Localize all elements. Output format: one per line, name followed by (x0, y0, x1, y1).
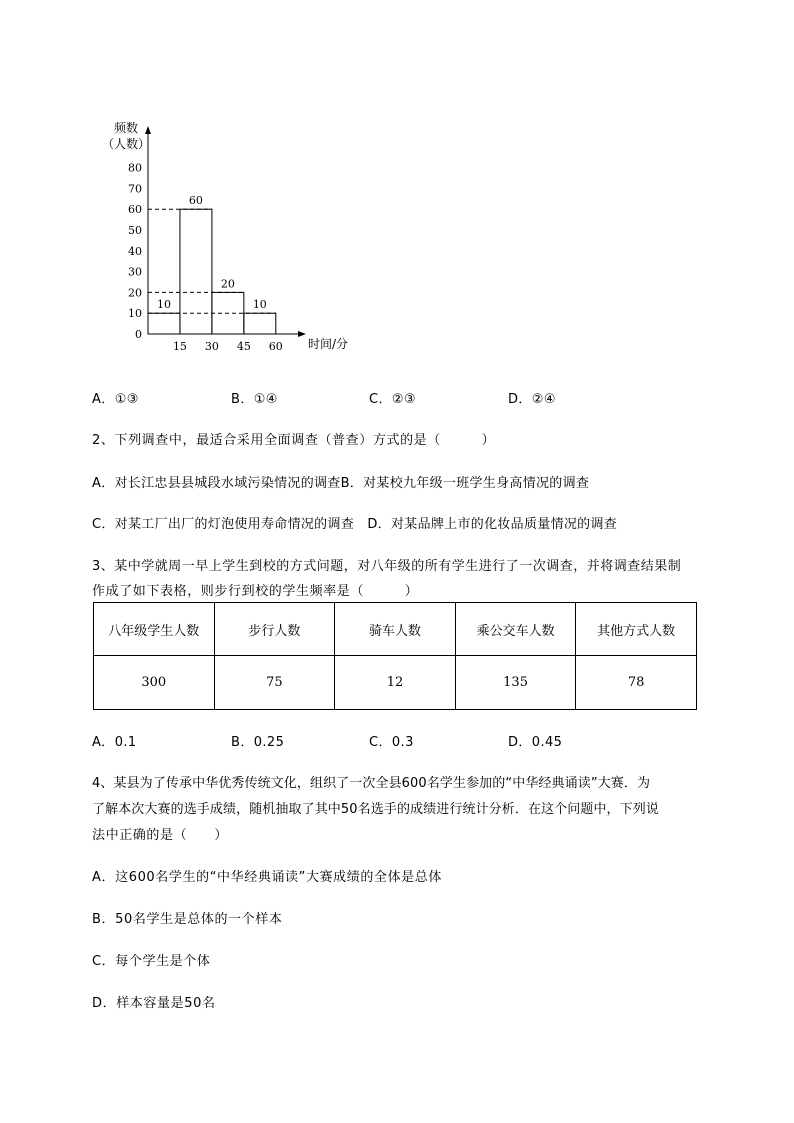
q3-option-b: B．0.25 (231, 735, 285, 750)
y-tick-label: 60 (128, 203, 142, 217)
table-header-cell: 乘公交车人数 (455, 603, 576, 656)
y-axis-arrow-icon (145, 126, 151, 134)
y-tick-label: 30 (128, 265, 142, 279)
frequency-histogram (96, 118, 366, 358)
bar-value-label: 10 (252, 298, 267, 312)
q4-stem-line2: 了解本次大赛的选手成绩，随机抽取了其中50名选手的成绩进行统计分析．在这个问题中，下列说 (92, 802, 659, 817)
q4-option-c: C．每个学生是个体 (92, 954, 211, 969)
table-cell: 78 (576, 656, 697, 710)
table-header-cell: 其他方式人数 (576, 603, 697, 656)
table-header-row (94, 603, 697, 656)
table-cell: 75 (214, 656, 335, 710)
q4-stem-line1: 4、某县为了传承中华优秀传统文化，组织了一次全县600名学生参加的“中华经典诵读”大赛．为 (92, 776, 651, 791)
q1-option-a: A．①③ (92, 392, 139, 407)
q3-stem-line2: 作成了如下表格，则步行到校的学生频率是（ ） (92, 584, 419, 599)
q3-option-c: C．0.3 (369, 735, 414, 750)
q3-option-a: A．0.1 (92, 735, 137, 750)
q2-stem: 2、下列调查中，最适合采用全面调查（普查）方式的是（ ） (92, 433, 496, 448)
histogram-bar (148, 313, 180, 334)
y-tick-label: 20 (128, 286, 142, 300)
bar-value-label: 20 (220, 277, 235, 291)
y-axis-title: 频数 (114, 121, 139, 135)
x-tick-label: 45 (236, 340, 251, 353)
q1-option-d: D．②④ (508, 392, 556, 407)
commute-survey-table (93, 602, 697, 710)
table-cell: 135 (455, 656, 576, 710)
q3-stem-line1: 3、某中学就周一早上学生到校的方式问题，对八年级的所有学生进行了一次调查，并将调查结果制 (92, 559, 682, 574)
table-header-cell: 骑车人数 (335, 603, 456, 656)
x-tick-label: 30 (204, 340, 219, 353)
bar-value-label: 60 (188, 194, 203, 208)
y-axis-title-unit: （人数） (102, 137, 151, 151)
histogram-bar (180, 209, 212, 334)
y-tick-label: 0 (135, 328, 142, 341)
q2-options-ab: A．对长江忠县县城段水域污染情况的调查B．对某校九年级一班学生身高情况的调查 (92, 476, 590, 491)
x-tick-label: 60 (268, 340, 283, 353)
table-row (94, 656, 697, 710)
histogram-bar (244, 313, 276, 334)
q3-option-d: D．0.45 (508, 735, 563, 750)
q4-option-a: A．这600名学生的“中华经典诵读”大赛成绩的全体是总体 (92, 870, 442, 885)
q2-options-cd: C．对某工厂出厂的灯泡使用寿命情况的调查 D．对某品牌上市的化妆品质量情况的调查 (92, 517, 618, 532)
table-cell: 12 (335, 656, 456, 710)
q1-option-c: C．②③ (369, 392, 416, 407)
q4-option-d: D．样本容量是50名 (92, 996, 216, 1011)
x-tick-label: 15 (172, 340, 187, 353)
y-tick-label: 10 (128, 307, 142, 321)
bar-value-label: 10 (156, 298, 171, 312)
q4-option-b: B．50名学生是总体的一个样本 (92, 912, 283, 927)
y-tick-label: 50 (128, 224, 142, 237)
table-cell: 300 (94, 656, 215, 710)
table-header-cell: 八年级学生人数 (94, 603, 215, 656)
x-axis-title: 时间/分 (308, 337, 349, 351)
y-tick-label: 70 (128, 182, 142, 196)
q1-option-b: B．①④ (231, 392, 278, 407)
table-header-cell: 步行人数 (214, 603, 335, 656)
y-tick-label: 80 (128, 161, 142, 175)
y-tick-label: 40 (128, 244, 142, 258)
q4-stem-line3: 法中正确的是（ ） (92, 828, 229, 843)
x-axis-arrow-icon (298, 331, 306, 337)
